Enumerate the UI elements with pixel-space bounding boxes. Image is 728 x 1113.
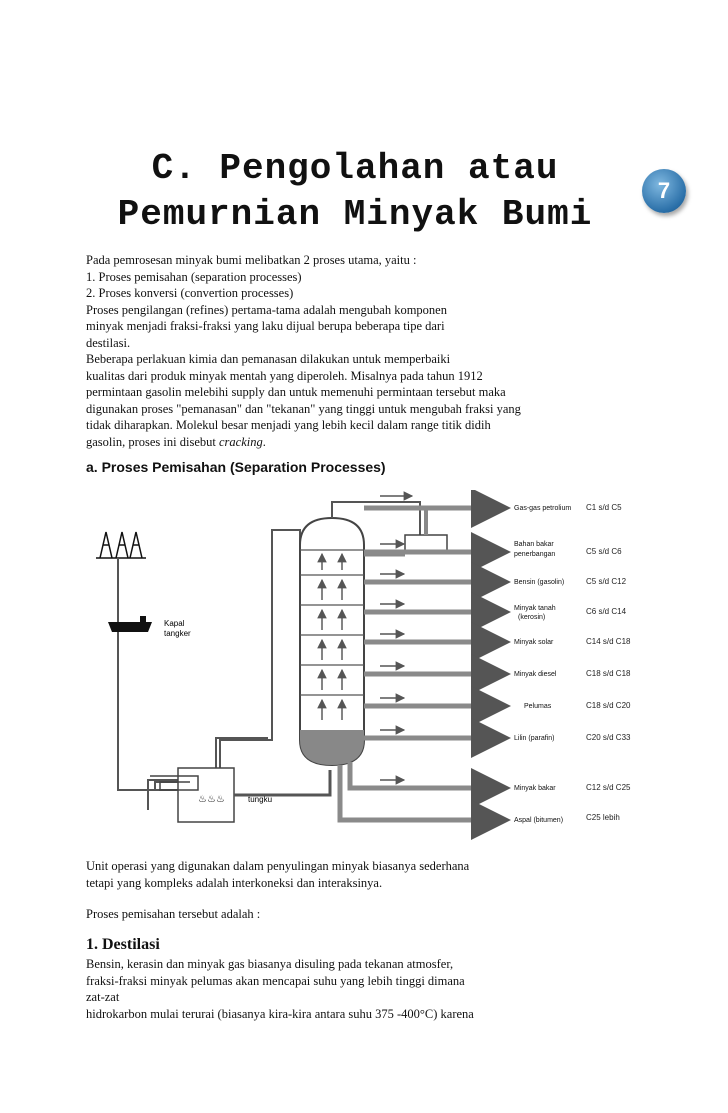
carbon-range: C18 s/d C20 [586, 701, 631, 710]
carbon-range: C5 s/d C12 [586, 577, 627, 586]
product-name: penerbangan [514, 551, 556, 558]
carbon-range: C5 s/d C6 [586, 547, 622, 556]
distillation-diagram [0, 490, 728, 840]
intro-line: destilasi. [86, 335, 131, 350]
intro-line: minyak menjadi fraksi-fraksi yang laku dijual berupa beberapa tipe dari [86, 319, 445, 333]
ship-label: Kapal [164, 619, 185, 628]
section-1-heading: 1. Destilasi [86, 936, 160, 953]
product-name: Minyak solar [514, 639, 554, 646]
intro-line: 1. Proses pemisahan (separation processes) [86, 269, 302, 284]
proses-intro: Proses pemisahan tersebut adalah : [86, 907, 261, 921]
product-name: Bahan bakar [514, 541, 554, 548]
intro-line: Proses pengilangan (refines) pertama-tama adalah mengubah komponen [86, 302, 447, 317]
body-line: Unit operasi yang digunakan dalam penyulingan minyak biasanya sederhana [86, 859, 470, 873]
after-diagram-paragraph [86, 858, 469, 891]
ship-icon [108, 616, 152, 632]
distillation-column [300, 518, 364, 765]
body-line: zat-zat [86, 990, 120, 1004]
product-name: Bensin (gasolin) [514, 579, 565, 586]
oil-rig-icon [96, 532, 146, 558]
product-name: Minyak tanah [514, 605, 556, 612]
intro-line: 2. Proses konversi (convertion processes) [86, 286, 294, 300]
product-name: Pelumas [524, 703, 552, 710]
intro-line: kualitas dari produk minyak mentah yang diperoleh. Misalnya pada tahun 1912 [86, 368, 483, 383]
intro-line: permintaan gasolin melebihi supply dan untuk memenuhi permintaan tersebut maka [86, 385, 506, 399]
carbon-range: C1 s/d C5 [586, 503, 622, 512]
product-name: Lilin (parafin) [514, 735, 555, 742]
intro-line: tidak diharapkan. Molekul besar menjadi yang lebih kecil dalam range titik didih [86, 418, 491, 432]
furnace-label: tungku [248, 795, 273, 804]
flame-icon: ♨♨♨ [198, 794, 225, 805]
intro-paragraph [86, 252, 521, 450]
cracking-term: cracking [218, 434, 263, 449]
title-line-1: C. Pengolahan atau [151, 148, 559, 189]
intro-line: gasolin, proses ini disebut cracking. [86, 434, 266, 449]
body-line: tetapi yang kompleks adalah interkoneksi dan interaksinya. [86, 875, 383, 890]
product-name: Aspal (bitumen) [514, 817, 564, 824]
furnace [150, 768, 234, 822]
body-line: Bensin, kerasin dan minyak gas biasanya disuling pada tekanan atmosfer, [86, 957, 454, 971]
carbon-range: C25 lebih [586, 813, 620, 822]
carbon-range: C20 s/d C33 [586, 733, 631, 742]
product-name: (kerosin) [518, 614, 546, 621]
destilasi-paragraph [86, 956, 474, 1022]
intro-line: Beberapa perlakuan kimia dan pemanasan dilakukan untuk memperbaiki [86, 352, 451, 366]
ship-label: tangker [164, 629, 191, 638]
product-name: Minyak bakar [514, 785, 556, 792]
carbon-range: C6 s/d C14 [586, 607, 627, 616]
intro-line: Pada pemrosesan minyak bumi melibatkan 2 proses utama, yaitu : [86, 253, 417, 267]
body-line: hidrokarbon mulai terurai (biasanya kira-kira antara suhu 375 -400°C) karena [86, 1006, 474, 1021]
carbon-range: C18 s/d C18 [586, 669, 631, 678]
carbon-range: C12 s/d C25 [586, 783, 631, 792]
section-a-heading: a. Proses Pemisahan (Separation Processes) [86, 459, 386, 475]
page-number-badge: 7 [642, 169, 686, 213]
carbon-range: C14 s/d C18 [586, 637, 631, 646]
intro-line: digunakan proses "pemanasan" dan "tekanan" yang tinggi untuk mengubah fraksi yang [86, 401, 521, 416]
title-line-2: Pemurnian Minyak Bumi [117, 194, 593, 235]
body-line: fraksi-fraksi minyak pelumas akan mencapai suhu yang lebih tinggi dimana [86, 973, 465, 988]
product-name: Minyak diesel [514, 671, 557, 678]
product-name: Gas-gas petrolium [514, 505, 572, 512]
